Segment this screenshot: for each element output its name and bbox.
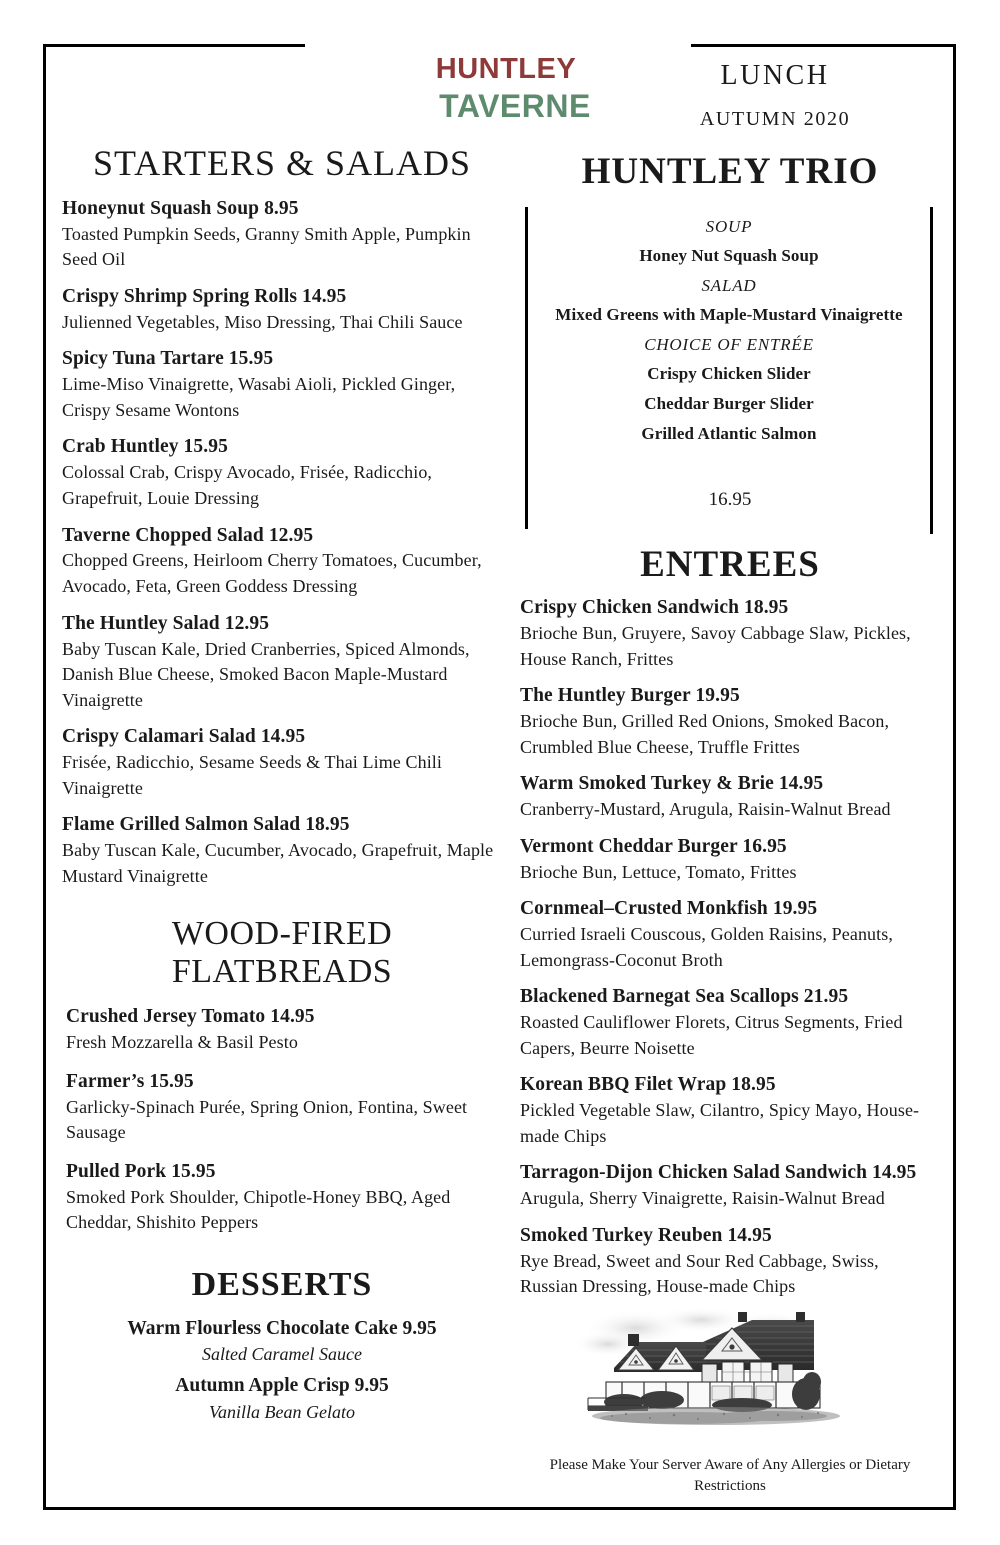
item-description: Garlicky-Spinach Purée, Spring Onion, Fontina, Sweet Sausage [66,1096,468,1143]
menu-item [62,1316,502,1367]
trio-entree-option: Grilled Atlantic Salmon [641,424,817,443]
item-name: Farmer’s 15.95 [66,1070,194,1092]
item-description: Vanilla Bean Gelato [209,1401,355,1422]
item-description: Brioche Bun, Gruyere, Savoy Cabbage Slaw, Pickles, House Ranch, Frittes [520,622,911,669]
item-description: Smoked Pork Shoulder, Chipotle-Honey BBQ, Aged Cheddar, Shishito Peppers [66,1186,451,1233]
flatbreads-title-line1: WOOD-FIRED [171,915,393,953]
menu-item [520,985,940,1061]
item-description: Salted Caramel Sauce [202,1344,362,1365]
menu-item [62,524,502,600]
item-description: Brioche Bun, Lettuce, Tomato, Frittes [520,861,797,882]
trio-entree-label: CHOICE OF ENTRÉE [644,335,814,354]
flatbreads-title-line2: FLATBREADS [171,953,393,991]
item-name: Smoked Turkey Reuben 14.95 [520,1224,772,1246]
huntley-trio-box [520,207,940,537]
item-description: Fresh Mozzarella & Basil Pesto [66,1032,298,1053]
item-name: Blackened Barnegat Sea Scallops 21.95 [520,986,849,1008]
menu-item [520,684,940,760]
menu-item [520,596,940,672]
item-name: Crispy Calamari Salad 14.95 [62,726,306,748]
menu-item [520,772,940,823]
logo-huntley-text: huntley [435,41,577,87]
menu-item [520,1161,940,1212]
item-name: Korean BBQ Filet Wrap 18.95 [520,1074,776,1096]
trio-soup-item: Honey Nut Squash Soup [639,246,819,265]
item-description: Cranberry-Mustard, Arugula, Raisin-Walnut Bread [520,799,891,820]
item-name: Tarragon-Dijon Chicken Salad Sandwich 14.95 [520,1162,917,1184]
menu-item [62,813,502,889]
trio-contents [534,217,924,454]
item-name: Cornmeal–Crusted Monkfish 19.95 [520,898,818,920]
tavern-building-illustration [566,1306,866,1438]
menu-item [62,1005,502,1056]
item-description: Colossal Crab, Crispy Avocado, Frisée, Radicchio, Grapefruit, Louie Dressing [62,462,433,508]
trio-rule-left [525,207,528,529]
menu-header [610,60,940,131]
right-column [520,150,940,1312]
item-name: Crab Huntley 15.95 [62,436,228,458]
item-description: Rye Bread, Sweet and Sour Red Cabbage, Swiss, Russian Dressing, House-made Chips [520,1250,879,1297]
trio-entree-option: Crispy Chicken Slider [647,364,811,383]
menu-item [62,725,502,801]
border-bottom [43,1507,956,1510]
menu-item [62,347,502,423]
menu-item [62,1373,502,1424]
border-left [43,44,46,1510]
item-name: Warm Flourless Chocolate Cake 9.95 [127,1318,437,1339]
item-name: Pulled Pork 15.95 [66,1160,216,1182]
allergy-notice: Please Make Your Server Aware of Any Allergies or Dietary Restrictions [549,1457,911,1494]
border-top-right [691,44,956,47]
restaurant-logo [398,41,610,140]
item-name: Crispy Shrimp Spring Rolls 14.95 [62,285,347,307]
menu-item [520,1224,940,1300]
menu-item [520,1073,940,1149]
item-description: Brioche Bun, Grilled Red Onions, Smoked Bacon, Crumbled Blue Cheese, Truffle Frittes [520,711,890,757]
item-name: Crispy Chicken Sandwich 18.95 [520,597,789,618]
item-description: Frisée, Radicchio, Sesame Seeds & Thai Lime Chili Vinaigrette [62,752,442,798]
trio-soup-label: SOUP [705,217,753,236]
flatbreads-section-title [62,915,502,991]
item-name: Spicy Tuna Tartare 15.95 [62,348,274,370]
menu-item [520,835,940,886]
entrees-section-title: ENTREES [640,544,820,585]
item-description: Curried Israeli Couscous, Golden Raisins, Peanuts, Lemongrass-Coconut Broth [520,924,893,970]
left-column [62,144,502,1431]
menu-item [520,897,940,973]
item-description: Baby Tuscan Kale, Cucumber, Avocado, Grapefruit, Maple Mustard Vinaigrette [62,840,494,886]
item-name: Honeynut Squash Soup 8.95 [62,197,299,219]
item-name: Warm Smoked Turkey & Brie 14.95 [520,773,824,795]
trio-price: 16.95 [708,489,752,510]
meal-title: LUNCH [720,60,830,91]
starters-section-title: STARTERS & SALADS [92,143,472,183]
menu-item [62,1160,502,1236]
menu-item [62,612,502,714]
item-description: Chopped Greens, Heirloom Cherry Tomatoes, Cucumber, Avocado, Feta, Green Goddess Dressing [62,550,482,597]
menu-item [62,435,502,511]
trio-entree-option: Cheddar Burger Slider [644,394,814,413]
item-description: Arugula, Sherry Vinaigrette, Raisin-Walnut Bread [520,1188,885,1209]
item-name: Crushed Jersey Tomato 14.95 [66,1006,315,1028]
menu-item [62,1070,502,1146]
border-right [953,44,956,1510]
desserts-section-title: DESSERTS [191,1266,373,1303]
item-description: Lime-Miso Vinaigrette, Wasabi Aioli, Pickled Ginger, Crispy Sesame Wontons [62,374,456,420]
logo-taverne-text: taverne [439,76,591,127]
item-description: Pickled Vegetable Slaw, Cilantro, Spicy Mayo, House-made Chips [520,1100,920,1146]
item-description: Julienned Vegetables, Miso Dressing, Thai Chili Sauce [62,311,463,332]
menu-item [62,285,502,336]
trio-rule-right [930,207,933,534]
item-description: Baby Tuscan Kale, Dried Cranberries, Spiced Almonds, Danish Blue Cheese, Smoked Bacon Maple-Mustard Vinaigrette [62,638,470,710]
trio-section-title: HUNTLEY TRIO [581,151,879,192]
trio-salad-item: Mixed Greens with Maple-Mustard Vinaigrette [555,305,903,324]
item-name: Taverne Chopped Salad 12.95 [62,524,314,546]
item-name: The Huntley Salad 12.95 [62,612,270,634]
item-description: Toasted Pumpkin Seeds, Granny Smith Apple, Pumpkin Seed Oil [62,223,471,270]
menu-item [62,197,502,273]
item-name: The Huntley Burger 19.95 [520,685,740,707]
item-name: Flame Grilled Salmon Salad 18.95 [62,814,350,836]
item-name: Vermont Cheddar Burger 16.95 [520,835,787,857]
season-title: AUTUMN 2020 [699,108,851,130]
item-name: Autumn Apple Crisp 9.95 [175,1375,389,1397]
border-top-left [43,44,305,47]
item-description: Roasted Cauliflower Florets, Citrus Segments, Fried Capers, Beurre Noisette [520,1012,903,1058]
trio-salad-label: SALAD [701,276,757,295]
